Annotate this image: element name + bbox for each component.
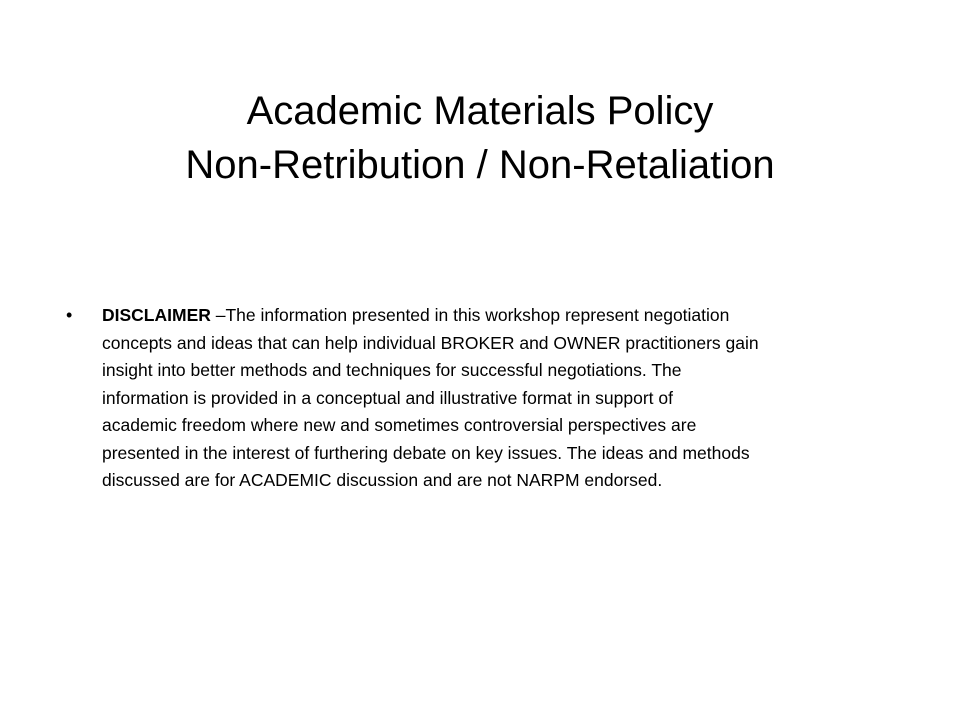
slide-title: [60, 84, 900, 192]
disclaimer-line-1: [102, 302, 934, 330]
bullet-marker: •: [66, 305, 73, 325]
disclaimer-line-2: concepts and ideas that can help individual BROKER and OWNER practitioners gain: [102, 332, 759, 353]
disclaimer-line-6: presented in the interest of furthering debate on key issues. The ideas and methods: [102, 442, 750, 463]
disclaimer-line-3: insight into better methods and techniques for successful negotiations. The: [102, 360, 682, 380]
disclaimer-text: [102, 302, 934, 495]
disclaimer-bullet-item: [66, 302, 934, 495]
disclaimer-line-1-text: –The information presented in this workshop represent negotiation: [215, 305, 730, 325]
slide-title-line-2: Non-Retribution / Non-Retaliation: [185, 143, 775, 187]
disclaimer-line-7: discussed are for ACADEMIC discussion and are not NARPM endorsed.: [102, 470, 663, 490]
disclaimer-lead: DISCLAIMER: [102, 305, 216, 325]
slide-title-line-1: Academic Materials Policy: [246, 89, 714, 133]
disclaimer-line-5: academic freedom where new and sometimes controversial perspectives are: [102, 415, 697, 435]
disclaimer-line-4: information is provided in a conceptual and illustrative format in support of: [102, 387, 673, 408]
body-bullet-list: [66, 302, 934, 495]
